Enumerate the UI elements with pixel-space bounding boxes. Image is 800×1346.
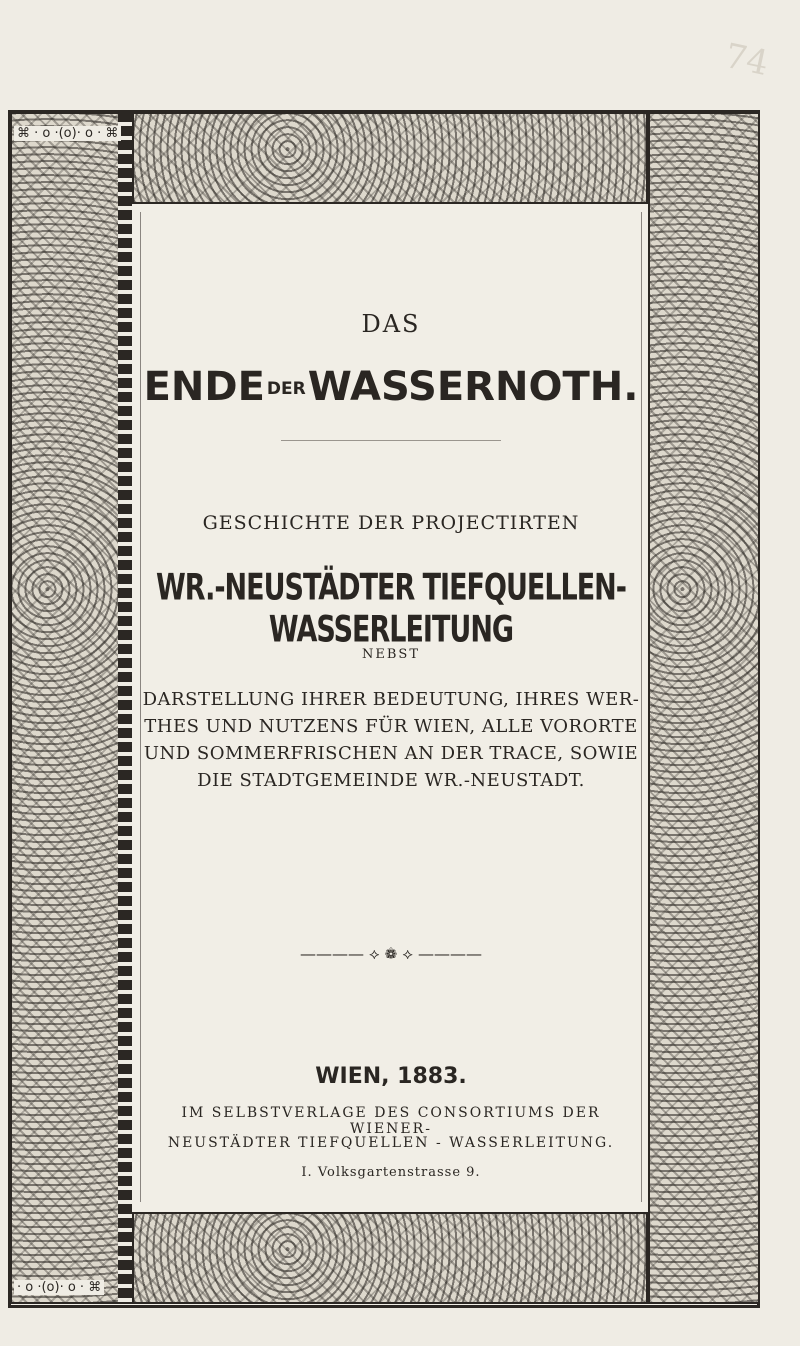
place-year: WIEN, 1883. bbox=[315, 1064, 467, 1089]
project-name: WR.-NEUSTÄDTER TIEFQUELLEN-WASSERLEITUNG bbox=[156, 567, 626, 651]
description-line: THES UND NUTZENS FÜR WIEN, ALLE VORORTE bbox=[144, 716, 638, 737]
publisher-address: I. Volksgartenstrasse 9. bbox=[301, 1165, 481, 1180]
description-line: DARSTELLUNG IHRER BEDEUTUNG, IHRES WER- bbox=[142, 689, 640, 710]
right-ornament-border bbox=[648, 112, 760, 1304]
bottom-ornament-border bbox=[132, 1212, 648, 1304]
description-line: UND SOMMERFRISCHEN AN DER TRACE, SOWIE bbox=[143, 743, 639, 764]
subtitle: GESCHICHTE DER PROJECTIRTEN bbox=[202, 512, 580, 534]
title-divider bbox=[281, 440, 501, 441]
ornament-corner-bottom-left: · o ·(o)· o · ⌘ bbox=[14, 1280, 104, 1295]
title-panel bbox=[140, 212, 642, 1202]
description bbox=[141, 686, 641, 794]
left-ornament-border bbox=[10, 112, 132, 1304]
nebst-label: NEBST bbox=[362, 647, 420, 662]
main-title-right: WASSERNOTH. bbox=[307, 364, 639, 410]
main-title-small: DER bbox=[266, 379, 306, 399]
description-line: DIE STADTGEMEINDE WR.-NEUSTADT. bbox=[197, 770, 585, 791]
flourish-ornament: ———— ⟡ ❁ ⟡ ———— bbox=[299, 944, 483, 963]
publisher-line-1: IM SELBSTVERLAGE DES CONSORTIUMS DER WIENER- bbox=[181, 1105, 601, 1137]
page-number-mark: 74 bbox=[721, 35, 772, 85]
top-ornament-border bbox=[132, 112, 648, 204]
publisher-line-2: NEUSTÄDTER TIEFQUELLEN - WASSERLEITUNG. bbox=[167, 1135, 615, 1151]
left-ornament-bar bbox=[118, 112, 132, 1304]
ornament-corner-top-left: ⌘ · o ·(o)· o · ⌘ bbox=[14, 126, 121, 141]
title-das: DAS bbox=[361, 310, 421, 338]
main-title bbox=[141, 364, 641, 410]
main-title-left: ENDE bbox=[143, 364, 265, 410]
